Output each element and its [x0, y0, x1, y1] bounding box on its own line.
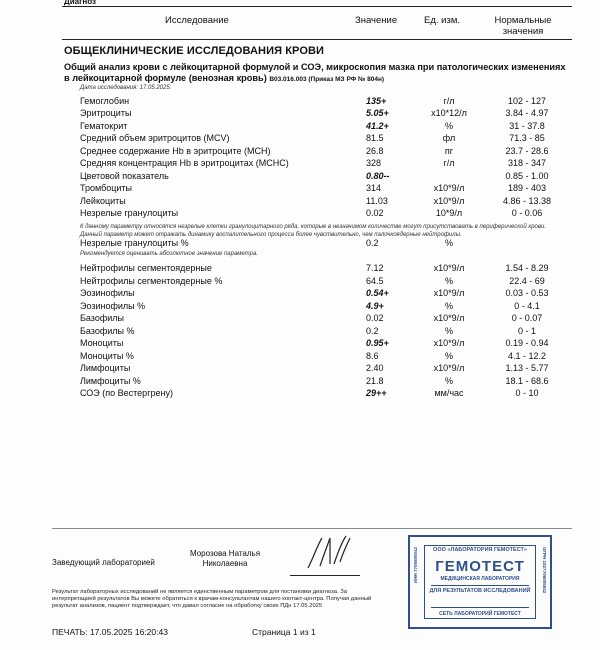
col-header-unit: Ед. изм. — [424, 15, 460, 26]
test-norm: 189 - 403 — [507, 183, 547, 194]
table-row — [64, 376, 574, 387]
section-title: ОБЩЕКЛИНИЧЕСКИЕ ИССЛЕДОВАНИЯ КРОВИ — [64, 45, 325, 57]
test-unit: % — [444, 375, 453, 386]
test-unit: x10*9/л — [433, 183, 465, 194]
test-unit: фл — [442, 133, 456, 144]
test-unit: пг — [444, 145, 454, 156]
test-norm: 71.3 - 85 — [509, 133, 545, 144]
test-name: Средний объем эритроцитов (MCV) — [80, 133, 230, 144]
table-row — [64, 301, 574, 312]
stamp-divider-1 — [431, 585, 529, 586]
table-row — [64, 183, 574, 194]
test-unit: % — [444, 238, 453, 248]
test-value: 81.5 — [366, 133, 384, 144]
note-immature-granulocytes: К данному параметру относятся незрелые клетки гранулоцитарного ряда, которые в незначимом количестве могут присутствовать в периферической крови. Данный параметр может отражать динамику воспалительного процесса более чувствительно, чем палочкоядерные нейтрофилы. — [80, 224, 547, 238]
table-row — [64, 326, 574, 337]
lab-stamp — [408, 535, 552, 629]
test-unit: % — [444, 325, 453, 336]
test-unit: x10*9/л — [433, 313, 465, 323]
test-name: Базофилы — [80, 313, 124, 323]
table-row — [64, 158, 574, 169]
test-unit: % — [444, 275, 453, 286]
test-unit: x10*9/л — [433, 363, 465, 373]
test-name: Базофилы % — [80, 325, 135, 336]
test-norm: 0 - 0.06 — [511, 208, 543, 219]
top-rule — [62, 6, 572, 7]
test-name: Лейкоциты — [80, 195, 126, 206]
stamp-brand: ГЕМОТЕСТ — [435, 558, 525, 575]
test-norm: 0 - 10 — [515, 388, 539, 398]
test-name: Лимфоциты — [80, 363, 131, 373]
signature-top-rule — [52, 528, 572, 529]
test-norm: 0.85 - 1.00 — [505, 170, 549, 181]
test-norm: 4.1 - 12.2 — [507, 350, 547, 361]
test-unit: x10*12/л — [431, 108, 467, 119]
col-header-norm: Нормальные значения — [494, 15, 552, 37]
test-unit: % — [444, 300, 453, 311]
test-norm: 0.19 - 0.94 — [505, 338, 549, 348]
table-row — [64, 146, 574, 157]
test-name: Моноциты % — [80, 350, 134, 361]
test-norm: 0 - 0.07 — [511, 313, 543, 323]
test-unit: x10*9/л — [433, 195, 465, 206]
collection-date: Дата исследования: 17.05.2025: — [80, 85, 172, 91]
signature-scribble — [300, 530, 360, 578]
stamp-subtitle: МЕДИЦИНСКАЯ ЛАБОРАТОРИЯ — [440, 576, 520, 582]
stamp-inn: ИНН 7706605042 — [413, 547, 418, 584]
table-row — [64, 196, 574, 207]
test-value: 314 — [366, 183, 382, 194]
test-norm: 4.86 - 13.38 — [502, 195, 552, 206]
test-name: Среднее содержание Hb в эритроците (MCH) — [80, 145, 271, 156]
test-name: Тромбоциты — [80, 183, 133, 194]
stamp-network: СЕТЬ ЛАБОРАТОРИЙ ГЕМОТЕСТ — [439, 611, 521, 617]
test-value: 0.80-- — [366, 170, 390, 181]
test-value: 135+ — [366, 96, 387, 106]
test-value: 41.2+ — [366, 120, 389, 131]
stamp-inner-frame — [424, 545, 536, 619]
table-row — [64, 96, 574, 107]
test-norm: 318 - 347 — [507, 158, 547, 169]
test-norm: 0 - 1 — [517, 325, 536, 336]
test-value: 0.2 — [366, 325, 379, 336]
test-norm: 1.54 - 8.29 — [505, 263, 549, 273]
test-name: СОЭ (по Вестергрену) — [80, 388, 173, 398]
test-unit: x10*9/л — [433, 263, 465, 273]
note-absolute-value: Рекомендуется оценивать абсолютное значение параметра. — [80, 251, 258, 257]
test-value: 0.2 — [366, 238, 379, 248]
table-row — [64, 351, 574, 362]
test-unit: 10*9/л — [435, 208, 463, 219]
test-name: Средняя концентрация Hb в эритроцитах (MCHC) — [80, 158, 289, 169]
test-name: Нейтрофилы сегментоядерные % — [80, 275, 223, 286]
stamp-divider-2 — [431, 607, 529, 608]
test-name: Незрелые гранулоциты — [80, 208, 179, 219]
test-name: Нейтрофилы сегментоядерные — [80, 263, 212, 273]
test-value: 21.8 — [366, 375, 384, 386]
signature-line — [290, 575, 360, 576]
test-norm: 0 - 4.1 — [514, 300, 540, 311]
test-value: 2.40 — [366, 363, 384, 373]
test-value: 4.9+ — [366, 300, 384, 311]
table-row — [64, 171, 574, 182]
test-name: Эритроциты — [80, 108, 132, 119]
table-row — [64, 338, 574, 349]
page-number: Страница 1 из 1 — [252, 627, 316, 637]
test-value: 7.12 — [366, 263, 384, 273]
test-name: Эозинофилы — [80, 288, 135, 298]
table-row — [64, 313, 574, 324]
col-header-test: Исследование — [165, 15, 229, 26]
test-unit: % — [444, 350, 453, 361]
stamp-org-name: ООО «ЛАБОРАТОРИЯ ГЕМОТЕСТ» — [433, 547, 527, 553]
table-row — [64, 363, 574, 374]
table-row — [64, 108, 574, 119]
test-value: 29++ — [366, 388, 387, 398]
print-timestamp: ПЕЧАТЬ: 17.05.2025 16:20:43 — [52, 627, 168, 637]
test-unit: x10*9/л — [433, 338, 465, 348]
test-norm: 18.1 - 68.6 — [505, 375, 549, 386]
test-name: Гематокрит — [80, 120, 128, 131]
table-row — [64, 121, 574, 132]
test-name: Гемоглобин — [80, 96, 130, 106]
test-unit: x10*9/л — [433, 288, 465, 298]
test-norm: 1.13 - 5.77 — [505, 363, 549, 373]
test-norm: 102 - 127 — [507, 96, 547, 106]
test-value: 0.95+ — [366, 338, 389, 348]
col-header-value: Значение — [355, 15, 398, 26]
disclaimer: Результат лабораторных исследований не является единственным параметром для постановки диагноза. За интерпретацией результатов Вы можете обратиться к врачам-консультантам нашего контакт-центра. Получая данный результат анализов, пациент подтверждает, что давал согласие на обработку своих ПДн 17.05.2025 — [52, 589, 372, 609]
test-norm: 31 - 37.8 — [509, 120, 545, 131]
test-value: 11.03 — [366, 195, 388, 206]
test-norm: 22.4 - 69 — [509, 275, 545, 286]
test-value: 0.54+ — [366, 288, 389, 298]
test-name: Цветовой показатель — [80, 170, 169, 181]
table-row — [64, 208, 574, 219]
test-name: Моноциты — [80, 338, 124, 348]
test-unit: г/л — [443, 96, 455, 106]
stamp-purpose: ДЛЯ РЕЗУЛЬТАТОВ ИССЛЕДОВАНИЙ — [429, 588, 531, 594]
header-rule — [62, 39, 572, 40]
test-name: Незрелые гранулоциты % — [80, 238, 189, 248]
table-row — [64, 133, 574, 144]
table-row — [64, 388, 574, 399]
stamp-ogrn: ОГРН 1027706005842 — [542, 547, 547, 594]
test-value: 0.02 — [366, 313, 384, 323]
test-norm: 3.84 - 4.97 — [505, 108, 549, 119]
test-value: 64.5 — [366, 275, 384, 286]
test-value: 8.6 — [366, 350, 379, 361]
test-title-text: Общий анализ крови с лейкоцитарной формулой и СОЭ, микроскопия мазка при патологических изменениях в лейкоцитарной формуле (венозная кровь) — [64, 62, 566, 83]
test-name: Эозинофилы % — [80, 300, 146, 311]
test-norm: 0.03 - 0.53 — [505, 288, 549, 298]
table-row — [64, 238, 574, 249]
test-code: B03.016.003 (Приказ МЗ РФ № 804н) — [269, 76, 385, 83]
test-value: 0.02 — [366, 208, 384, 219]
diagnosis-label: Диагноз — [64, 0, 96, 6]
test-title — [64, 62, 569, 85]
table-row — [64, 263, 574, 274]
test-norm: 23.7 - 28.6 — [505, 145, 549, 156]
test-unit: % — [444, 120, 453, 131]
test-name: Лимфоциты % — [80, 375, 141, 386]
test-value: 5.05+ — [366, 108, 389, 119]
table-row — [64, 276, 574, 287]
test-unit: г/л — [443, 158, 455, 169]
test-value: 26.8 — [366, 145, 384, 156]
test-unit: мм/час — [434, 388, 464, 398]
signature-role: Заведующий лабораторией — [52, 558, 155, 567]
signature-name: Морозова Наталья Николаевна — [189, 549, 261, 568]
test-value: 328 — [366, 158, 382, 169]
table-row — [64, 288, 574, 299]
